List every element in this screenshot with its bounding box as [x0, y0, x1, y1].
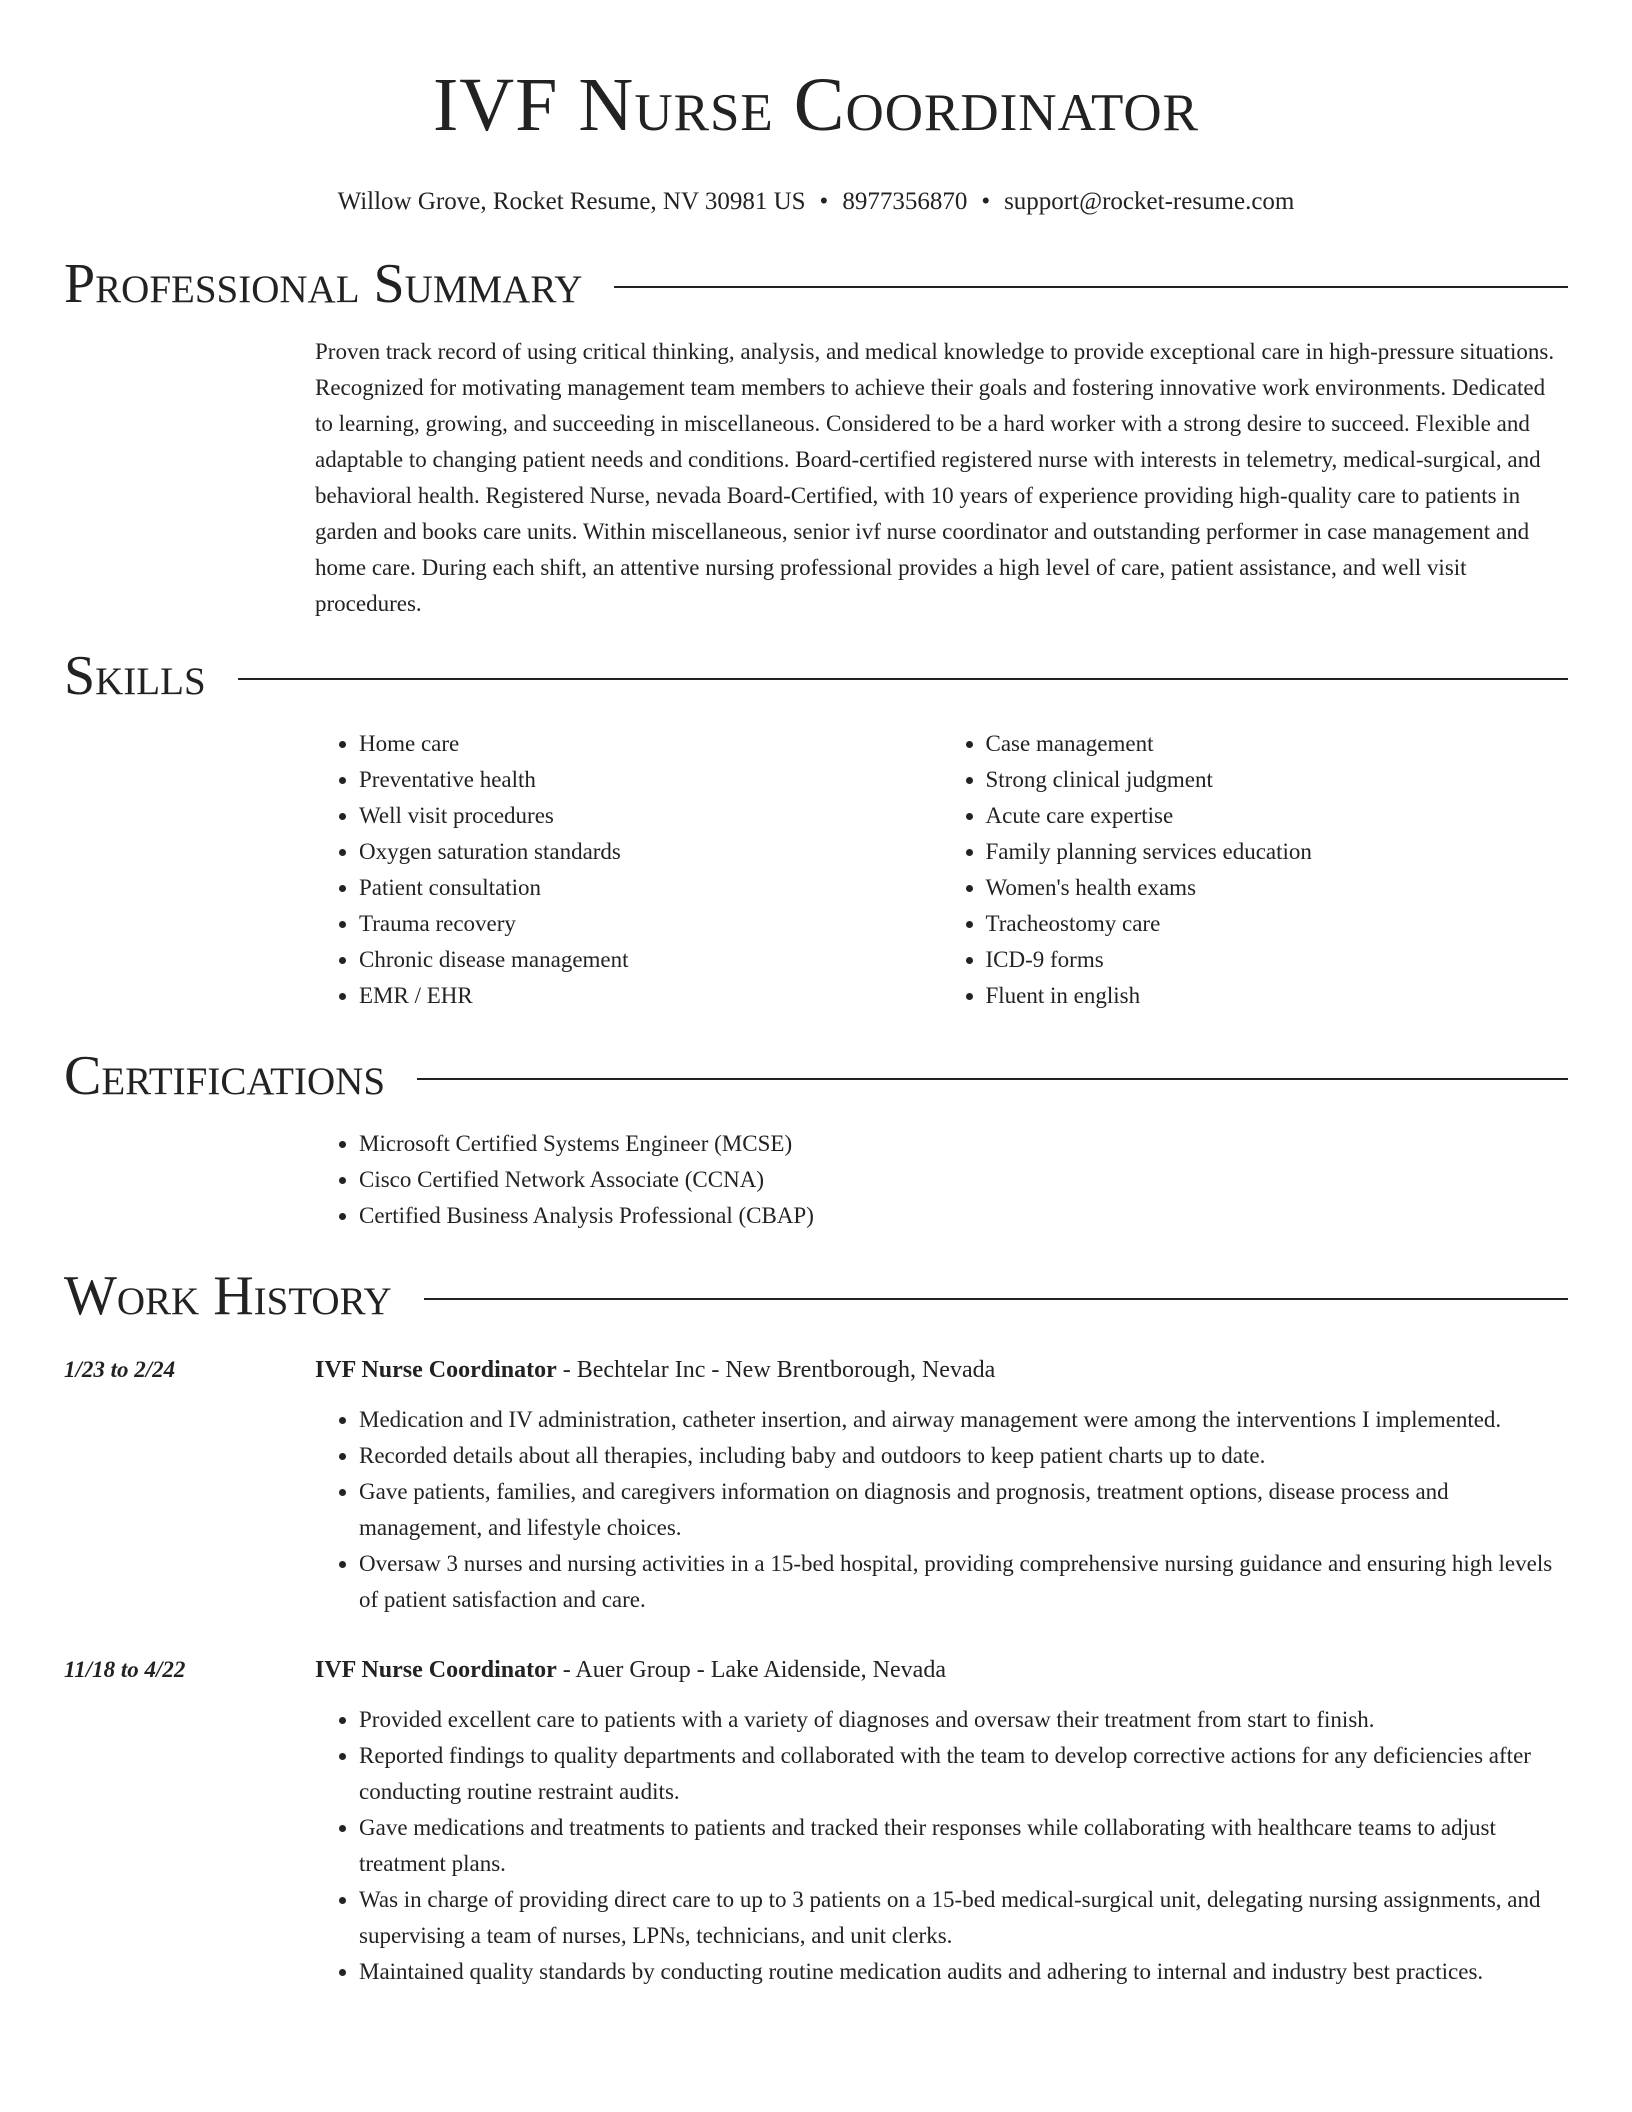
certifications-section [64, 1044, 1568, 1234]
skill-item: • Chronic disease management [359, 942, 942, 978]
job-title: IVF Nurse Coordinator [315, 1657, 557, 1683]
summary-text: Proven track record of using critical thinking, analysis, and medical knowledge to provide exceptional care in high-pressure situations. Recognized for motivating management team members to achieve their goals and fostering innovative work environments. Dedicated to learning, growing, and succeeding in miscellaneous. Considered to be a hard worker with a strong desire to succeed. Flexible and adaptable to changing patient needs and conditions. Board-certified registered nurse with interests in telemetry, medical-surgical, and behavioral health. Registered Nurse, nevada Board-Certified, with 10 years of experience providing high-quality care to patients in garden and books care units. Within miscellaneous, senior ivf nurse coordinator and outstanding performer in case management and home care. During each shift, an attentive nursing professional provides a high level of care, patient assistance, and well visit procedures. [315, 339, 1555, 616]
work-history-header [64, 1264, 1568, 1328]
job-header [64, 1352, 1568, 1388]
job-bullet: • Was in charge of providing direct care to up to 3 patients on a 15-bed medical-surgical unit, delegating nursing assignments, and supervising a team of nurses, LPNs, technicians, and unit clerks. [359, 1882, 1568, 1954]
job-bullet: • Oversaw 3 nurses and nursing activities in a 15-bed hospital, providing comprehensive nursing guidance and ensuring high levels of patient satisfaction and care. [359, 1546, 1568, 1618]
section-divider [614, 286, 1568, 288]
job-employer-location: - Auer Group - Lake Aidenside, Nevada [556, 1657, 946, 1683]
contact-line [64, 186, 1568, 218]
job-dates: 11/18 to 4/22 [64, 1657, 186, 1682]
skill-item: • Tracheostomy care [986, 906, 1569, 942]
skill-item: • Family planning services education [986, 834, 1569, 870]
resume-page [64, 0, 1568, 1990]
certifications-header [64, 1044, 1568, 1108]
summary-section [64, 252, 1568, 622]
job-bullet-list [315, 1702, 1568, 1990]
job-bullet: • Provided excellent care to patients with a variety of diagnoses and oversaw their treatment from start to finish. [359, 1702, 1568, 1738]
summary-title: Professional Summary [64, 253, 583, 315]
certification-item: • Cisco Certified Network Associate (CCNA) [359, 1162, 1568, 1198]
work-history-section [64, 1264, 1568, 1990]
job-bullet-list [315, 1402, 1568, 1618]
contact-separator: • [981, 188, 991, 215]
skill-item: • Fluent in english [986, 978, 1569, 1014]
skills-header [64, 644, 1568, 708]
job-header [64, 1652, 1568, 1688]
job-bullet: • Reported findings to quality departments and collaborated with the team to develop corrective actions for any deficiencies after conducting routine restraint audits. [359, 1738, 1568, 1810]
skill-item: • Oxygen saturation standards [359, 834, 942, 870]
job-bullet: • Gave medications and treatments to patients and tracked their responses while collaborating with healthcare teams to adjust treatment plans. [359, 1810, 1568, 1882]
job-title-line [315, 1352, 995, 1388]
skills-grid [315, 726, 1568, 1014]
skill-item: • Home care [359, 726, 942, 762]
job-dates: 1/23 to 2/24 [64, 1357, 176, 1382]
job-title-line [315, 1652, 946, 1688]
section-divider [238, 678, 1568, 680]
certifications-title: Certifications [64, 1045, 386, 1107]
job-bullet: • Gave patients, families, and caregivers information on diagnosis and prognosis, treatment options, disease process and management, and lifestyle choices. [359, 1474, 1568, 1546]
skill-item: • Preventative health [359, 762, 942, 798]
resume-name-heading: IVF Nurse Coordinator [432, 63, 1200, 147]
job-title: IVF Nurse Coordinator [315, 1357, 557, 1383]
job-employer-location: - Bechtelar Inc - New Brentborough, Nevada [556, 1357, 996, 1383]
skill-item: • Trauma recovery [359, 906, 942, 942]
skills-title: Skills [64, 645, 206, 707]
skill-item: • EMR / EHR [359, 978, 942, 1014]
skills-list-left [315, 726, 942, 1014]
summary-header [64, 252, 1568, 316]
contact-phone: 8977356870 [842, 188, 968, 215]
skill-item: • Case management [986, 726, 1569, 762]
job-entry [64, 1652, 1568, 1990]
certification-item: • Microsoft Certified Systems Engineer (MCSE) [359, 1126, 1568, 1162]
section-divider [424, 1298, 1568, 1300]
certifications-list [315, 1126, 1568, 1234]
contact-separator: • [819, 188, 829, 215]
skills-section [64, 644, 1568, 1014]
skill-item: • Well visit procedures [359, 798, 942, 834]
contact-address: Willow Grove, Rocket Resume, NV 30981 US [337, 188, 806, 215]
job-bullet: • Maintained quality standards by conducting routine medication audits and adhering to internal and industry best practices. [359, 1954, 1568, 1990]
job-entry [64, 1352, 1568, 1618]
contact-email: support@rocket-resume.com [1004, 188, 1295, 215]
skill-item: • Women's health exams [986, 870, 1569, 906]
work-history-title: Work History [64, 1265, 392, 1327]
section-divider [417, 1078, 1568, 1080]
skill-item: • ICD-9 forms [986, 942, 1569, 978]
skill-item: • Strong clinical judgment [986, 762, 1569, 798]
job-bullet: • Medication and IV administration, catheter insertion, and airway management were among the interventions I implemented. [359, 1402, 1568, 1438]
certification-item: • Certified Business Analysis Professional (CBAP) [359, 1198, 1568, 1234]
job-bullet: • Recorded details about all therapies, including baby and outdoors to keep patient charts up to date. [359, 1438, 1568, 1474]
skill-item: • Patient consultation [359, 870, 942, 906]
skills-list-right [942, 726, 1569, 1014]
skill-item: • Acute care expertise [986, 798, 1569, 834]
